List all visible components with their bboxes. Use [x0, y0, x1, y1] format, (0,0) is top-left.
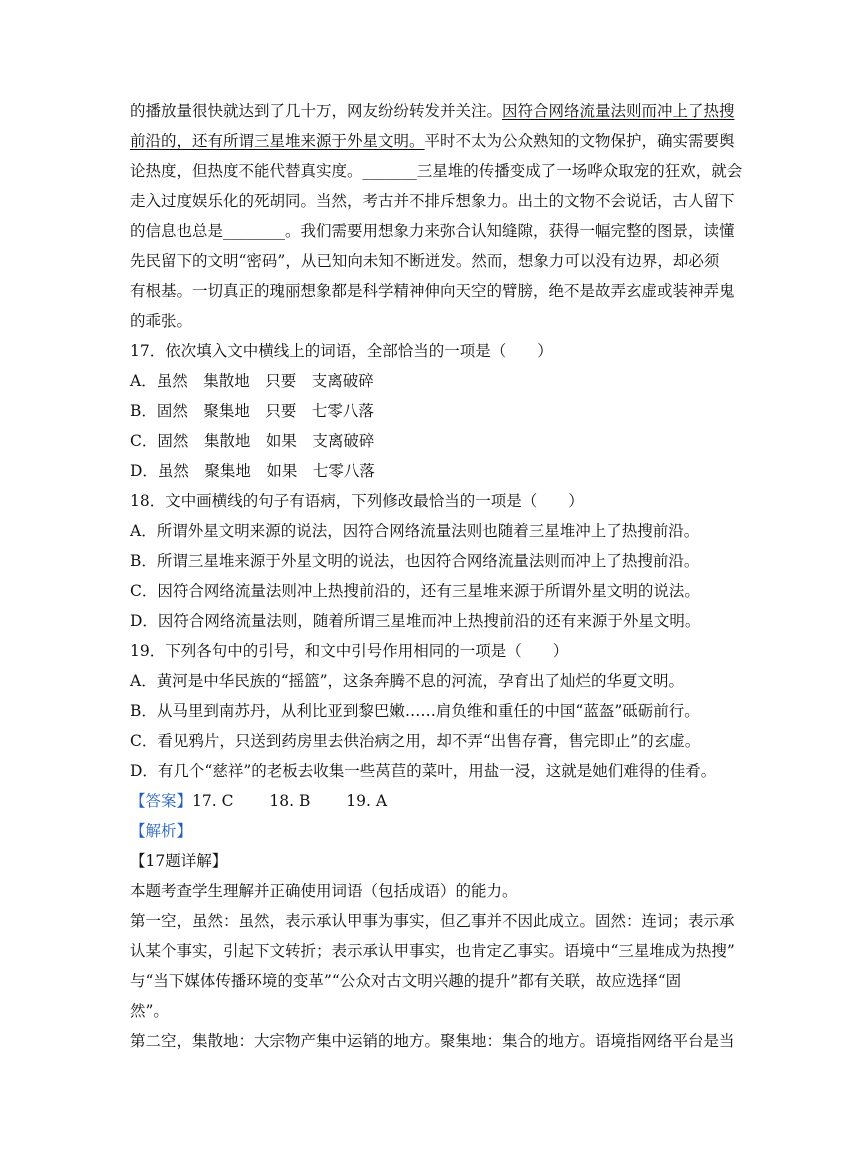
passage-line-5: 的信息也总是________。我们需要用想象力来弥合认知缝隙，获得一幅完整的图景，读懂 [130, 222, 735, 240]
explanation-line-6: 第二空，集散地：大宗物产集中运销的地方。聚集地：集合的地方。语境指网络平台是当 [130, 1032, 735, 1050]
document-page [130, 96, 743, 1056]
question-18-option-d: D．因符合网络流量法则，随着所谓三星堆而冲上热搜前沿的还有来源于外星文明。 [130, 612, 701, 630]
passage-line-2 [130, 126, 735, 156]
answer-tag: 【答案】 [130, 792, 193, 810]
passage-line-6: 先民留下的文明“密码”，从已知向未知不断迸发。然而，想象力可以没有边界，却必须 [130, 252, 720, 270]
question-19-stem: 19．下列各句中的引号，和文中引号作用相同的一项是（ ） [130, 642, 569, 660]
question-19-option-c: C．看见鸦片，只送到药房里去供治病之用，却不弄“出售存膏，售完即止”的玄虚。 [130, 732, 701, 750]
question-17-stem: 17．依次填入文中横线上的词语，全部恰当的一项是（ ） [130, 342, 553, 360]
question-19-option-d: D．有几个“慈祥”的老板去收集一些莴苣的菜叶，用盐一浸，这就是她们难得的佳肴。 [130, 762, 717, 780]
underlined-sentence: 因符合网络流量法则而冲上了热搜 [502, 102, 735, 120]
question-18-option-c: C．因符合网络流量法则冲上热搜前沿的，还有三星堆来源于所谓外星文明的说法。 [130, 582, 700, 600]
passage-line-1 [130, 96, 735, 126]
passage-line-4: 走入过度娱乐化的死胡同。当然，考古并不排斥想象力。出土的文物不会说话，古人留下 [130, 192, 735, 210]
passage-line-7: 有根基。一切真正的瑰丽想象都是科学精神伸向天空的臂膀，绝不是故弄玄虚或装神弄鬼 [130, 282, 735, 300]
question-19-option-b: B．从马里到南苏丹，从利比亚到黎巴嫩……肩负维和重任的中国“蓝盔”砥砺前行。 [130, 702, 700, 720]
question-17-option-a: A．虽然 集散地 只要 支离破碎 [130, 372, 374, 390]
question-18-stem: 18．文中画横线的句子有语病，下列修改最恰当的一项是（ ） [130, 492, 584, 510]
explanation-line-1: 本题考查学生理解并正确使用词语（包括成语）的能力。 [130, 882, 518, 900]
answer-text: 17. C 18. B 19. A [192, 792, 388, 810]
underlined-sentence: 前沿的，还有所谓三星堆来源于外星文明。 [130, 132, 425, 150]
analysis-tag: 【解析】 [130, 822, 193, 840]
passage-line-3: 论热度，但热度不能代替真实度。_______三星堆的传播变成了一场哗众取宠的狂欢，就会 [130, 162, 743, 180]
explanation-line-3: 认某个事实，引起下文转折；表示承认甲事实，也肯定乙事实。语境中“三星堆成为热搜” [130, 942, 735, 960]
question-17-option-b: B．固然 聚集地 只要 七零八落 [130, 402, 374, 420]
passage-line-8: 的乖张。 [130, 312, 193, 330]
question-18-option-b: B．所谓三星堆来源于外星文明的说法，也因符合网络流量法则而冲上了热搜前沿。 [130, 552, 700, 570]
detail-17-tag: 【17题详解】 [130, 852, 228, 870]
question-17-option-d: D．虽然 聚集地 如果 七零八落 [130, 462, 375, 480]
passage-text: 平时不太为公众熟知的文物保护，确实需要舆 [424, 132, 735, 150]
explanation-line-2: 第一空，虽然：虽然，表示承认甲事为事实，但乙事并不因此成立。固然：连词；表示承 [130, 912, 735, 930]
question-18-option-a: A．所谓外星文明来源的说法，因符合网络流量法则也随着三星堆冲上了热搜前沿。 [130, 522, 700, 540]
explanation-line-4: 与“当下媒体传播环境的变革”“公众对古文明兴趣的提升”都有关联，故应选择“固 [130, 972, 682, 990]
answer-line [130, 786, 730, 816]
explanation-line-5: 然”。 [130, 1002, 169, 1020]
question-19-option-a: A．黄河是中华民族的“摇篮”，这条奔腾不息的河流，孕育出了灿烂的华夏文明。 [130, 672, 685, 690]
passage-text: 的播放量很快就达到了几十万，网友纷纷转发并关注。 [130, 102, 503, 120]
question-17-option-c: C．固然 集散地 如果 支离破碎 [130, 432, 375, 450]
